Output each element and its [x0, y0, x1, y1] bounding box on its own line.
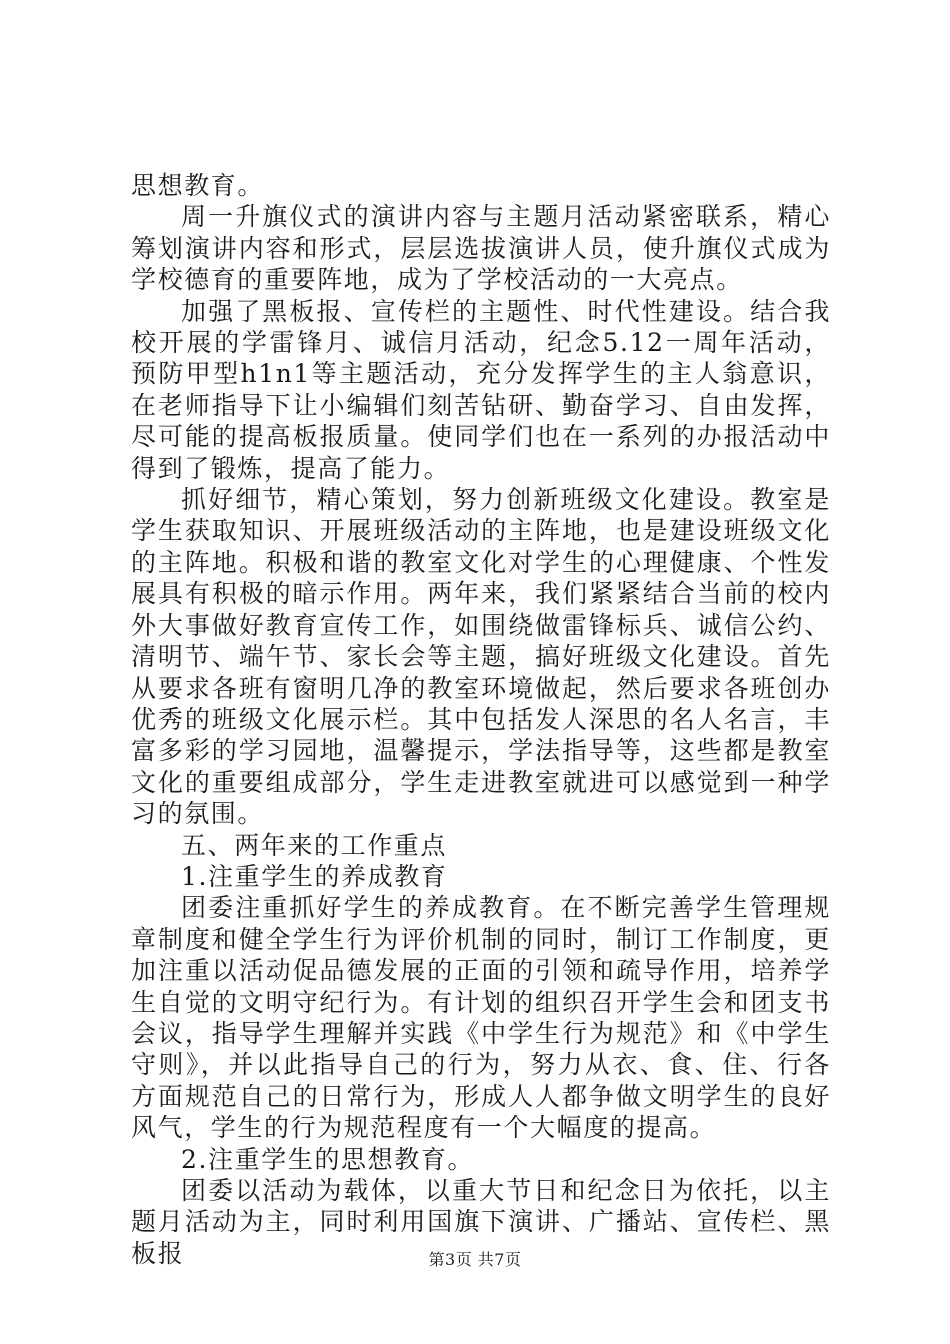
paragraph-habits: 团委注重抓好学生的养成教育。在不断完善学生管理规章制度和健全学生行为评价机制的同时，制订工作制度，更加注重以活动促品德发展的正面的引领和疏导作用，培养学生自觉的文明守纪行为。有计划的组织召开学生会和团支书会议，指导学生理解并实践《中学生行为规范》和《中学生守则》，并以此指导自己的行为，努力从衣、食、住、行各方面规范自己的日常行为，形成人人都争做文明学生的良好风气，学生的行为规范程度有一个大幅度的提高。 — [131, 893, 831, 1143]
section-heading: 五、两年来的工作重点 — [181, 830, 448, 860]
subsection-heading-ideology: 2.注重学生的思想教育。 — [181, 1144, 475, 1174]
paragraph-flag-ceremony: 周一升旗仪式的演讲内容与主题月活动紧密联系，精心筹划演讲内容和形式，层层选拔演讲人员，使升旗仪式成为学校德育的重要阵地，成为了学校活动的一大亮点。 — [131, 202, 831, 295]
paragraph-blackboard: 加强了黑板报、宣传栏的主题性、时代性建设。结合我校开展的学雷锋月、诚信月活动，纪念5.12一周年活动，预防甲型h1n1等主题活动，充分发挥学生的主人翁意识，在老师指导下让小编辑们刻苦钻研、勤奋学习、自由发挥，尽可能的提高板报质量。使同学们也在一系列的办报活动中得到了锻炼，提高了能力。 — [131, 296, 831, 483]
paragraph-continuation: 思想教育。 — [131, 171, 265, 200]
document-body — [131, 170, 831, 1269]
subsection-heading-habits: 1.注重学生的养成教育 — [181, 861, 448, 891]
page-number-footer: 第3页 共7页 — [428, 1250, 522, 1269]
paragraph-ideology: 团委以活动为载体，以重大节日和纪念日为依托，以主题月活动为主，同时利用国旗下演讲、广播站、宣传栏、黑板报 — [131, 1176, 831, 1268]
paragraph-class-culture: 抓好细节，精心策划，努力创新班级文化建设。教室是学生获取知识、开展班级活动的主阵地，也是建设班级文化的主阵地。积极和谐的教室文化对学生的心理健康、个性发展具有积极的暗示作用。两年来，我们紧紧结合当前的校内外大事做好教育宣传工作，如围绕做雷锋标兵、诚信公约、清明节、端午节、家长会等主题，搞好班级文化建设。首先从要求各班有窗明几净的教室环境做起，然后要求各班创办优秀的班级文化展示栏。其中包括发人深思的名人名言，丰富多彩的学习园地，温馨提示，学法指导等，这些都是教室文化的重要组成部分，学生走进教室就进可以感觉到一种学习的氛围。 — [131, 485, 831, 829]
